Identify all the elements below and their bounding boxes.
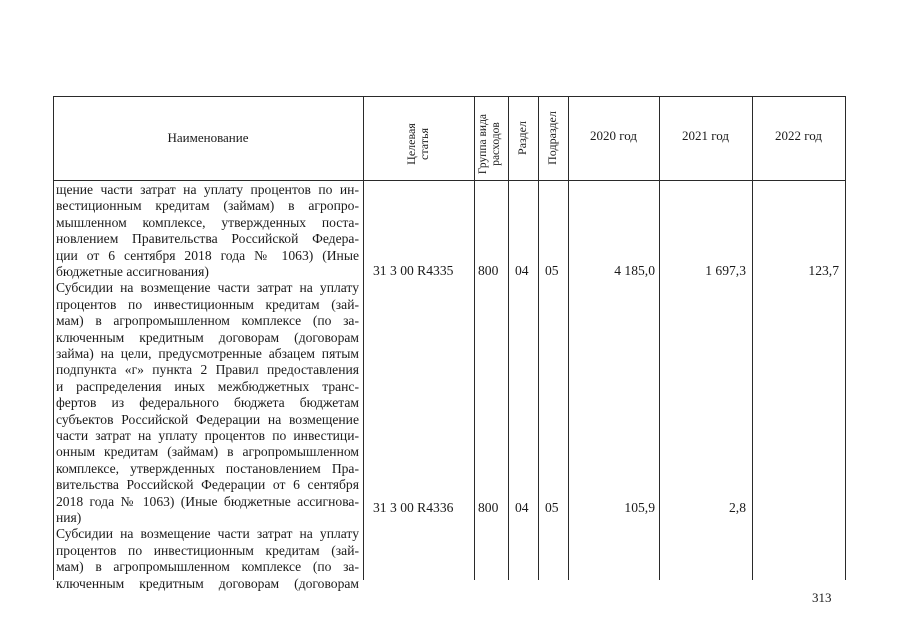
row-name-line: мышленном комплексе, утвержденных поста- <box>56 214 359 230</box>
column-divider <box>508 96 509 580</box>
header-2022: 2022 год <box>775 128 822 143</box>
row-article: 31 3 00 R4336 <box>373 500 454 515</box>
table-border-right <box>845 96 846 580</box>
row-name-line: новлением Правительства Российской Федера- <box>56 231 359 247</box>
column-divider <box>474 96 475 580</box>
row-name-line: бюджетные ассигнования) <box>56 264 209 279</box>
header-subsection: Подраздел <box>545 111 559 165</box>
page-number: 313 <box>812 590 832 605</box>
row-name-line: части затрат на уплату процентов по инвестици- <box>56 428 359 443</box>
row-name-line: Субсидии на возмещение части затрат на уплату <box>56 526 359 542</box>
row-name-line: фертов из федерального бюджета бюджетам <box>56 395 359 411</box>
row-name-line: субъектов Российской Федерации на возмещение <box>56 411 359 427</box>
row-name-line: 2018 года № 1063) (Иные бюджетные ассигнова- <box>56 493 359 509</box>
row-name-line: займа) на цели, предусмотренные абзацем пятым <box>56 346 359 361</box>
row-2020: 4 185,0 <box>614 263 655 278</box>
row-expense-group: 800 <box>478 263 499 278</box>
row-article: 31 3 00 R4335 <box>373 263 454 278</box>
row-section: 04 <box>515 500 529 515</box>
header-section: Раздел <box>515 121 529 155</box>
header-2020: 2020 год <box>590 128 637 143</box>
row-name-line: мам) в агропромышленном комплексе (по за- <box>56 559 359 575</box>
row-2022: 123,7 <box>808 263 839 278</box>
table-border-left <box>53 96 54 580</box>
column-divider <box>538 96 539 580</box>
row-subsection: 05 <box>545 500 559 515</box>
row-name-line: и распределения иных межбюджетных транс- <box>56 378 359 394</box>
row-name-line: комплексе, утвержденных постановлением Пра- <box>56 460 359 476</box>
table-border-top <box>53 96 846 97</box>
column-divider <box>363 96 364 580</box>
header-article: Целевая статья <box>404 123 431 165</box>
row-name-line: ния) <box>56 510 82 525</box>
row-name-line: ключенным кредитным договорам (договорам <box>56 575 359 591</box>
row-name-line: ключенным кредитным договорам (договорам <box>56 329 359 345</box>
row-name-line: Субсидии на возмещение части затрат на уплату <box>56 280 359 296</box>
row-name-line: процентов по инвестиционным кредитам (зай- <box>56 542 359 558</box>
row-name-line: вительства Российской Федерации от 6 сентября <box>56 477 359 493</box>
header-name: Наименование <box>167 130 249 145</box>
row-name-line: ции от 6 сентября 2018 года № 1063) (Иные <box>56 247 359 263</box>
row-name-line: подпункта «г» пункта 2 Правил предоставления <box>56 362 359 378</box>
row-2021: 2,8 <box>729 500 746 515</box>
row-section: 04 <box>515 263 529 278</box>
column-divider <box>752 96 753 580</box>
row-name-line: щение части затрат на уплату процентов по ин- <box>56 182 359 197</box>
header-separator <box>53 180 846 181</box>
row-name-line: вестиционным кредитам (займам) в агропро- <box>56 198 359 214</box>
row-2020: 105,9 <box>624 500 655 515</box>
row-name-line: процентов по инвестиционным кредитам (зай- <box>56 296 359 312</box>
row-expense-group: 800 <box>478 500 499 515</box>
header-expense-group: Группа вида расходов <box>477 113 502 175</box>
header-2021: 2021 год <box>682 128 729 143</box>
row-2021: 1 697,3 <box>705 263 746 278</box>
row-name-line: мам) в агропромышленном комплексе (по за- <box>56 313 359 329</box>
row-name-line: онным кредитам (займам) в агропромышленном <box>56 444 359 460</box>
row-subsection: 05 <box>545 263 559 278</box>
budget-table <box>53 96 846 591</box>
